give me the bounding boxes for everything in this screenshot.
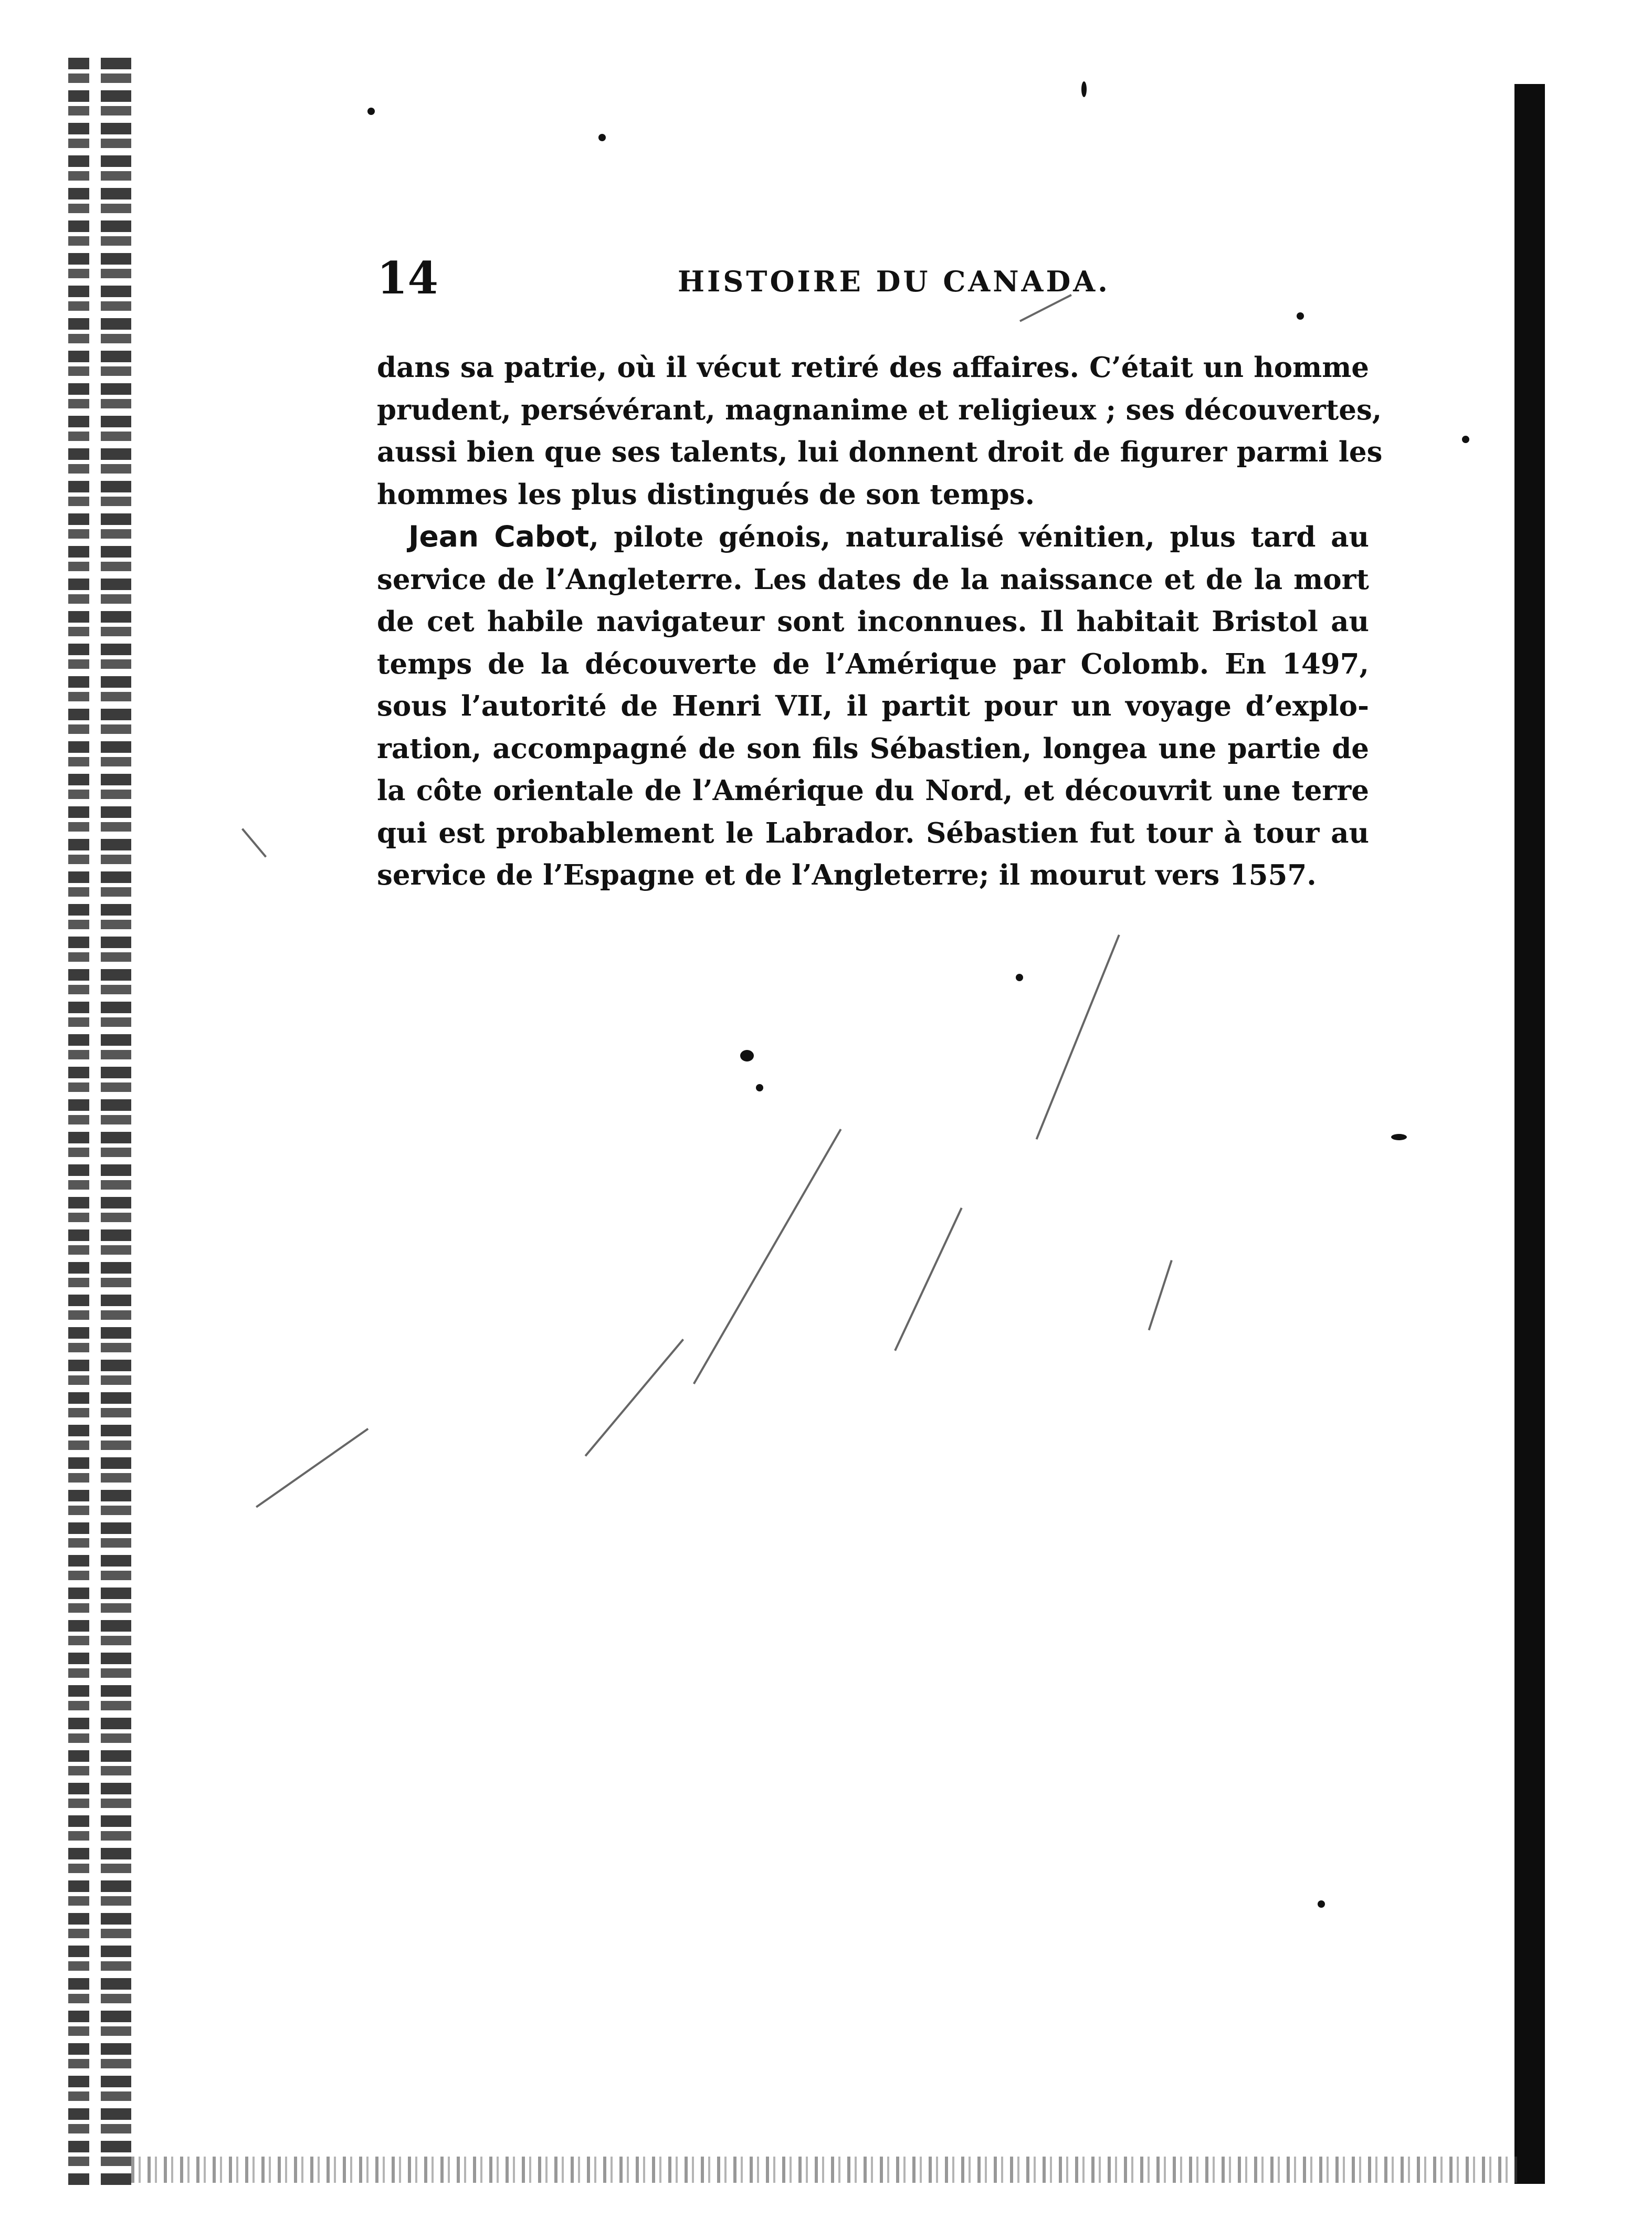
scan-speck: [1462, 436, 1469, 443]
text-line: prudent, persévérant, magnanime et religieux ; ses découvertes,: [377, 393, 1382, 426]
scan-speck: [367, 108, 375, 115]
text-line-lead: [377, 516, 1369, 559]
book-binding-edge: [68, 58, 131, 2189]
scan-speck: [756, 1084, 763, 1091]
text-line: de cet habile navigateur sont inconnues. Il habitait Bristol au: [377, 605, 1369, 638]
paragraph-continued: [377, 346, 1383, 516]
text-line: hommes les plus distingués de son temps.: [377, 478, 1035, 511]
body-text: [377, 346, 1383, 897]
running-head: [377, 252, 1427, 315]
text-line: ration, accompagné de son fils Sébastien, longea une partie de: [377, 732, 1369, 765]
scan-scratch: [693, 1129, 841, 1384]
scan-scratch: [894, 1207, 962, 1351]
scan-scratch: [1036, 934, 1120, 1140]
page-right-shadow-edge: [1514, 84, 1545, 2184]
scan-speck: [1081, 81, 1087, 97]
scan-scratch: [1148, 1260, 1173, 1330]
text-line: la côte orientale de l’Amérique du Nord, et découvrit une terre: [377, 774, 1369, 807]
text-line: service de l’Angleterre. Les dates de la naissance et de la mort: [377, 563, 1369, 596]
scan-speck: [1016, 974, 1023, 981]
text-line: , pilote génois, naturalisé vénitien, plus tard au: [589, 521, 1370, 553]
text-line: dans sa patrie, où il vécut retiré des affaires. C’était un homme: [377, 351, 1369, 384]
paragraph-jean-cabot: [377, 516, 1369, 897]
running-title: HISTOIRE DU CANADA.: [678, 265, 1110, 298]
scan-scratch: [241, 828, 267, 857]
text-line: service de l’Espagne et de l’Angleterre; il mourut vers 1557.: [377, 859, 1317, 891]
scan-scratch: [585, 1339, 684, 1457]
text-line: qui est probablement le Labrador. Sébastien fut tour à tour au: [377, 816, 1369, 849]
page-number: 14: [377, 252, 438, 304]
text-line: aussi bien que ses talents, lui donnent droit de figurer parmi les: [377, 436, 1383, 468]
text-line: temps de la découverte de l’Amérique par Colomb. En 1497,: [377, 647, 1369, 680]
scan-speck: [740, 1050, 754, 1061]
scan-scratch: [256, 1428, 369, 1508]
scan-speck: [1391, 1134, 1407, 1140]
text-line: sous l’autorité de Henri VII, il partit pour un voyage d’explo-: [377, 690, 1369, 722]
scan-speck: [598, 134, 606, 141]
lead-name: Jean Cabot: [408, 520, 590, 553]
scan-speck: [1318, 1900, 1325, 1908]
page-bottom-edge: [131, 2157, 1517, 2183]
